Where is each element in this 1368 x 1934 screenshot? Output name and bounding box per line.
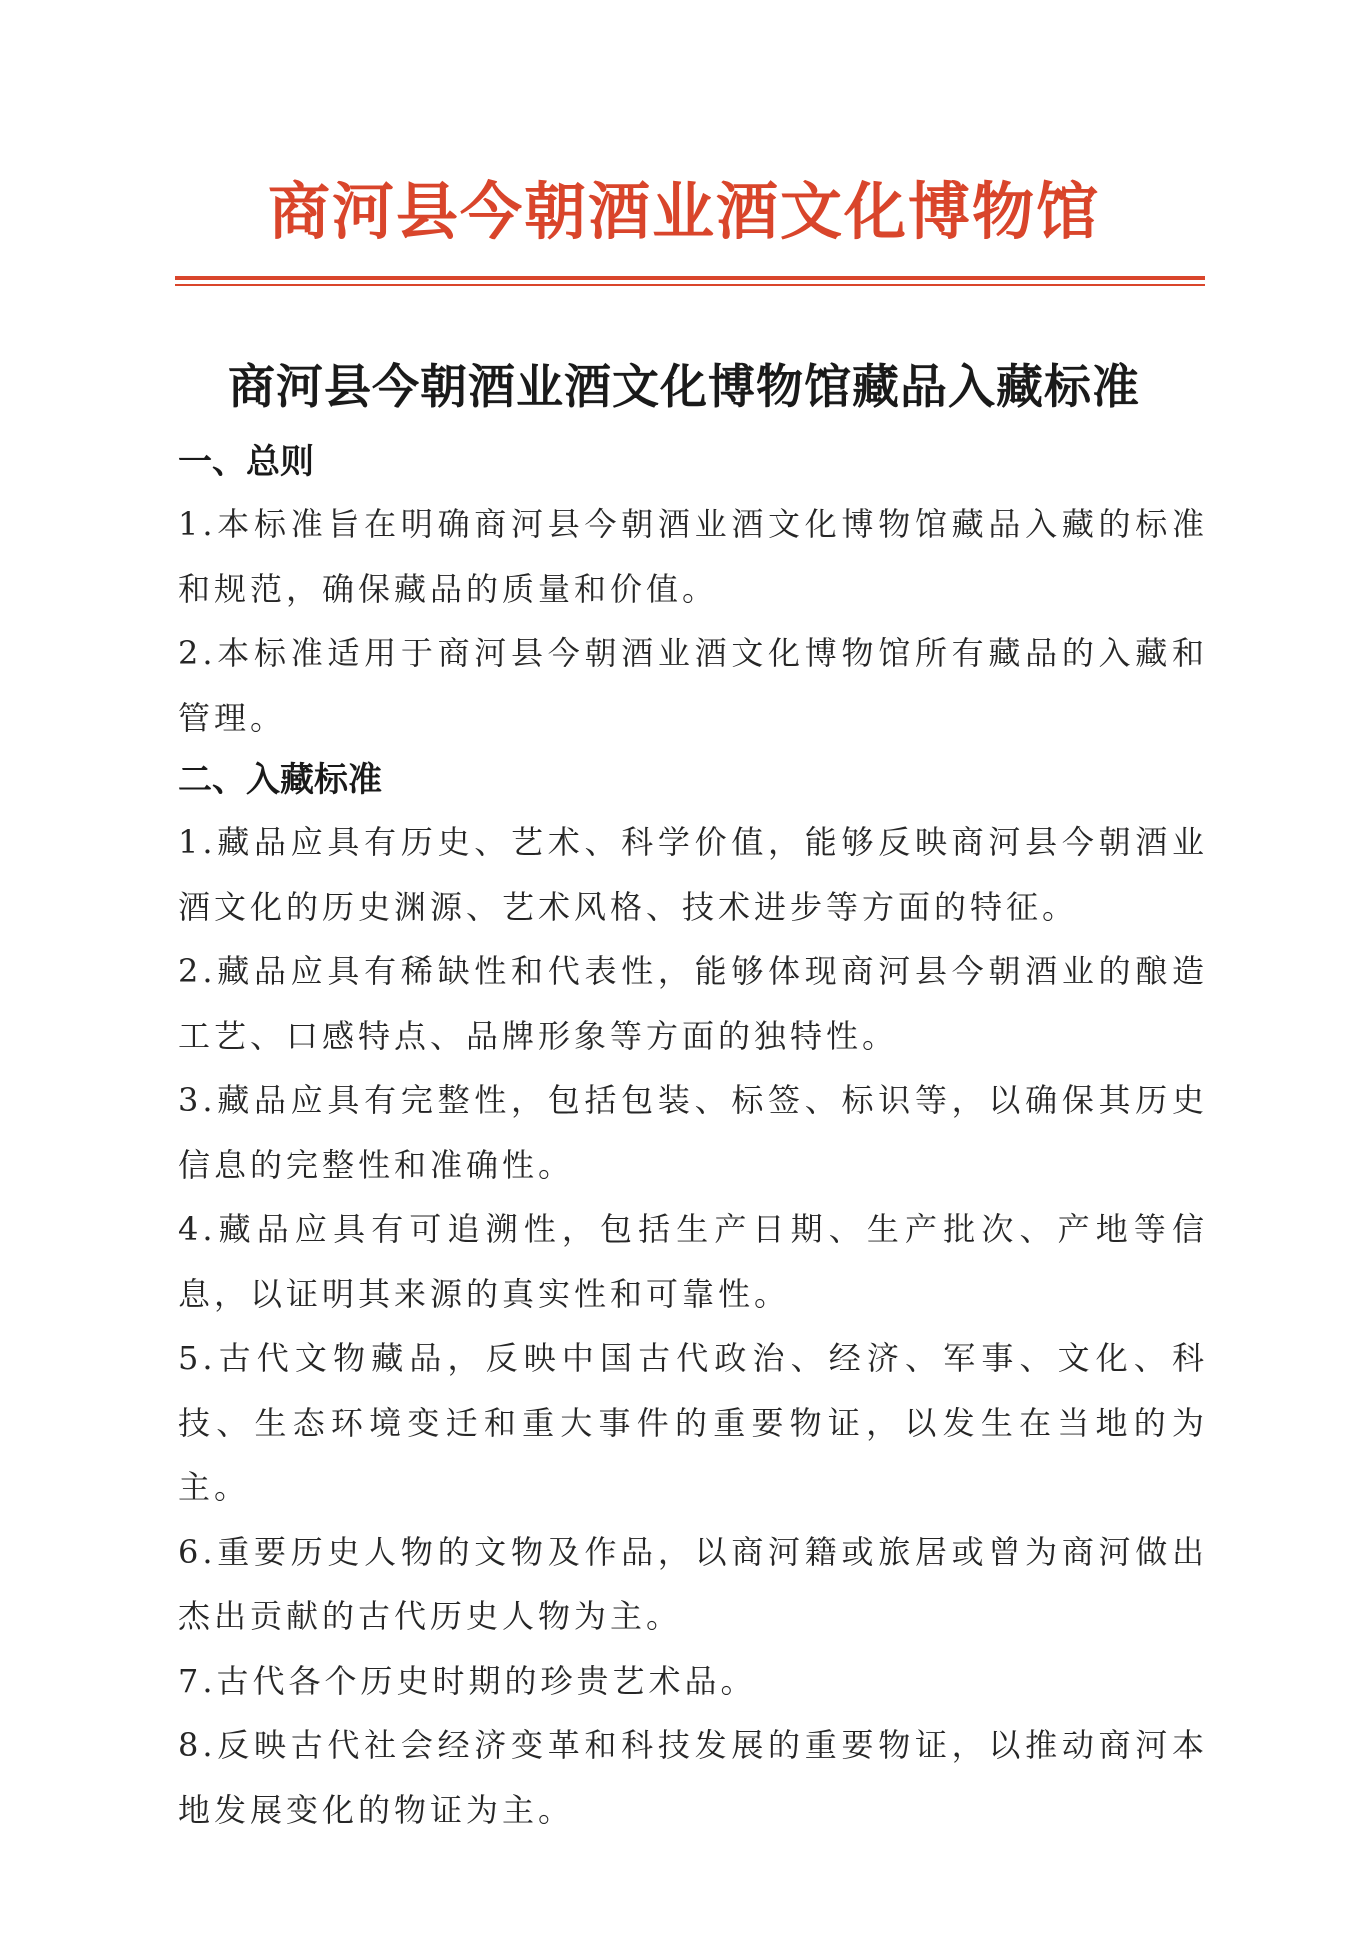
letterhead-rule (175, 276, 1205, 280)
paragraph: 6.重要历史人物的文物及作品，以商河籍或旅居或曾为商河做出杰出贡献的古代历史人物为主。 (178, 1532, 1208, 1635)
letterhead-title: 商河县今朝酒业酒文化博物馆 (267, 175, 1100, 248)
paragraph: 1.藏品应具有历史、艺术、科学价值，能够反映商河县今朝酒业酒文化的历史渊源、艺术风格、技术进步等方面的特征。 (178, 823, 1208, 926)
section-heading-standards: 二、入藏标准 (178, 760, 382, 800)
paragraph: 1.本标准旨在明确商河县今朝酒业酒文化博物馆藏品入藏的标准和规范，确保藏品的质量和价值。 (178, 505, 1208, 608)
document-title: 商河县今朝酒业酒文化博物馆藏品入藏标准 (228, 360, 1140, 415)
paragraph: 5.古代文物藏品，反映中国古代政治、经济、军事、文化、科技、生态环境变迁和重大事件的重要物证，以发生在当地的为主。 (178, 1339, 1208, 1506)
paragraph: 2.藏品应具有稀缺性和代表性，能够体现商河县今朝酒业的酿造工艺、口感特点、品牌形象等方面的独特性。 (178, 952, 1208, 1055)
paragraph: 8.反映古代社会经济变革和科技发展的重要物证，以推动商河本地发展变化的物证为主。 (178, 1726, 1208, 1829)
document-body (178, 432, 1208, 1842)
paragraph: 7.古代各个历史时期的珍贵艺术品。 (178, 1661, 757, 1700)
paragraph: 3.藏品应具有完整性，包括包装、标签、标识等，以确保其历史信息的完整性和准确性。 (178, 1081, 1208, 1184)
letterhead-rule-thin (175, 284, 1205, 286)
paragraph: 4.藏品应具有可追溯性，包括生产日期、生产批次、产地等信息，以证明其来源的真实性和可靠性。 (178, 1210, 1208, 1313)
section-heading-general: 一、总则 (178, 442, 314, 482)
paragraph: 2.本标准适用于商河县今朝酒业酒文化博物馆所有藏品的入藏和管理。 (178, 634, 1208, 737)
